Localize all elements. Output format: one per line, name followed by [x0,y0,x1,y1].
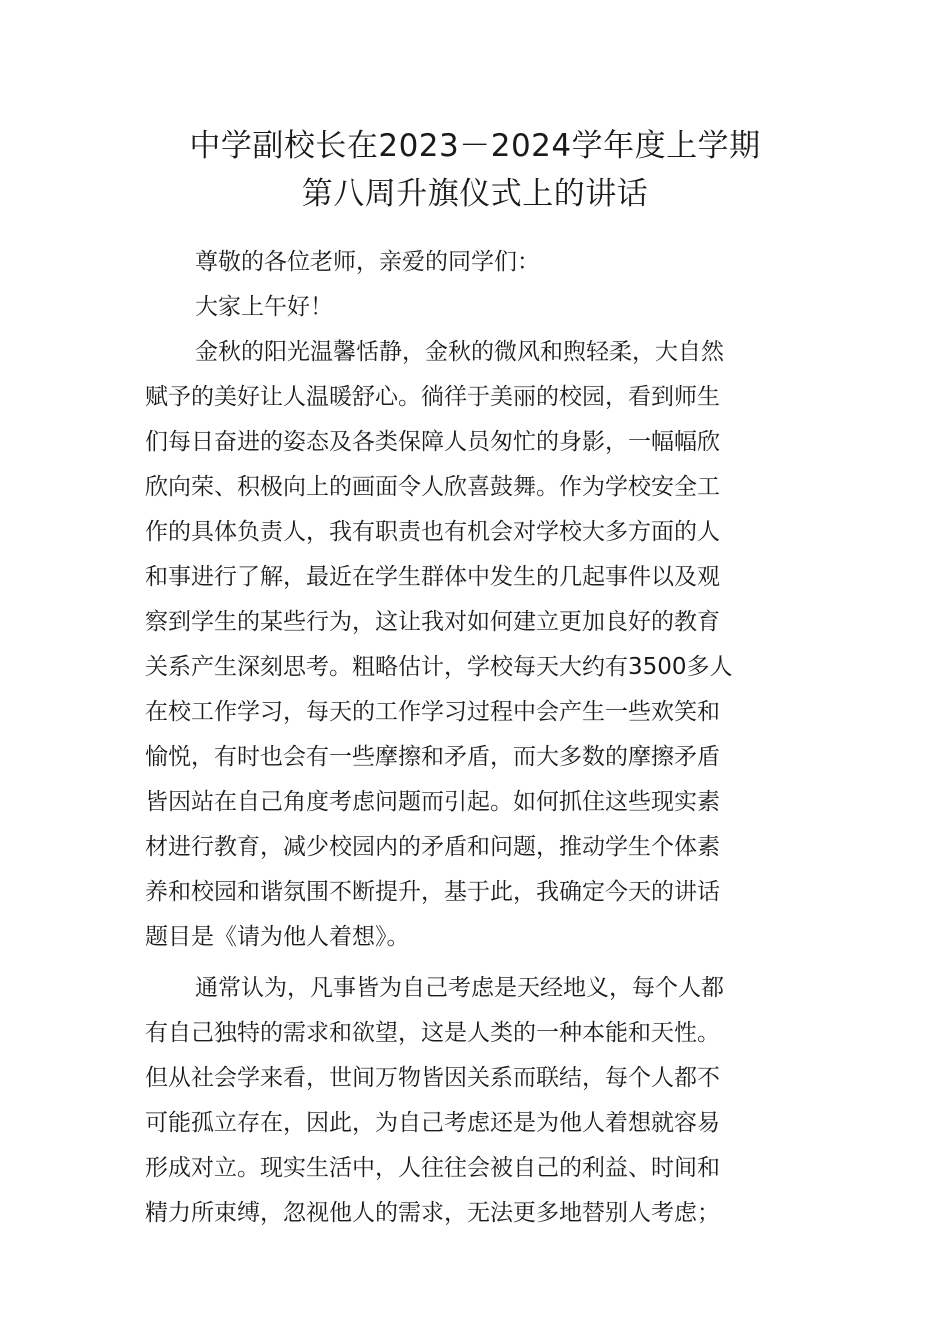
document-body [145,240,815,1236]
salutation: 尊敬的各位老师，亲爱的同学们： [195,249,540,275]
paragraph-line: 可能孤立存在，因此，为自己考虑还是为他人着想就容易 [145,1110,720,1136]
paragraph-line: 赋予的美好让人温暖舒心。徜徉于美丽的校园，看到师生 [145,384,720,410]
paragraph-line: 题目是《请为他人着想》。 [145,924,410,950]
paragraph-line: 形成对立。现实生活中，人往往会被自己的利益、时间和 [145,1155,720,1181]
paragraph-line: 材进行教育，减少校园内的矛盾和问题，推动学生个体素 [145,834,720,860]
paragraph-line: 但从社会学来看，世间万物皆因关系而联结，每个人都不 [145,1065,720,1091]
paragraph-line: 金秋的阳光温馨恬静，金秋的微风和煦轻柔，大自然 [195,339,724,365]
paragraph-line: 察到学生的某些行为，这让我对如何建立更加良好的教育 [145,609,720,635]
document-title-line-1: 中学副校长在2023－2024学年度上学期 [189,128,761,164]
greeting: 大家上午好！ [195,294,333,320]
paragraph-line: 和事进行了解，最近在学生群体中发生的几起事件以及观 [145,564,720,590]
paragraph-line: 愉悦，有时也会有一些摩擦和矛盾，而大多数的摩擦矛盾 [145,744,720,770]
paragraph-line: 精力所束缚，忽视他人的需求，无法更多地替别人考虑； [145,1200,720,1226]
document-title-line-2: 第八周升旗仪式上的讲话 [301,176,649,212]
paragraph-line: 通常认为，凡事皆为自己考虑是天经地义，每个人都 [195,975,724,1001]
paragraph-line: 们每日奋进的姿态及各类保障人员匆忙的身影，一幅幅欣 [145,429,720,455]
paragraph-line: 在校工作学习，每天的工作学习过程中会产生一些欢笑和 [145,699,720,725]
paragraph-line: 皆因站在自己角度考虑问题而引起。如何抓住这些现实素 [145,789,720,815]
paragraph-line: 养和校园和谐氛围不断提升，基于此，我确定今天的讲话 [145,879,720,905]
paragraph-line: 关系产生深刻思考。粗略估计，学校每天大约有3500多人 [145,654,733,680]
paragraph-line: 欣向荣、积极向上的画面令人欣喜鼓舞。作为学校安全工 [145,474,720,500]
paragraph-line: 有自己独特的需求和欲望，这是人类的一种本能和天性。 [145,1020,720,1046]
paragraph-line: 作的具体负责人，我有职责也有机会对学校大多方面的人 [145,519,720,545]
